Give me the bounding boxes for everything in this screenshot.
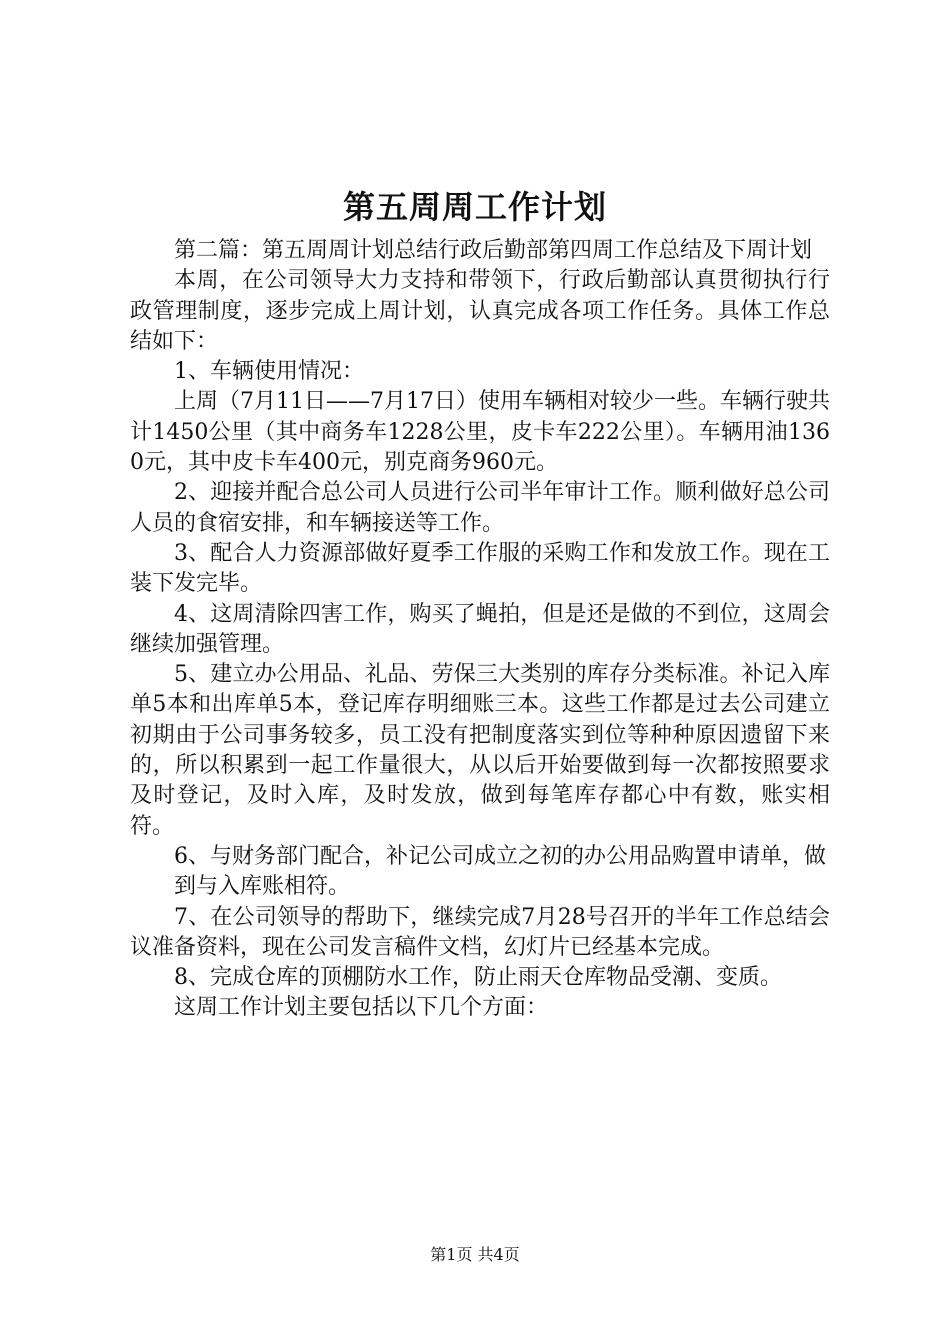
page-number-footer: 第1页 共4页 bbox=[430, 1245, 520, 1264]
paragraph: 6、与财务部门配合，补记公司成立之初的办公用品购置申请单，做 bbox=[174, 843, 826, 869]
document-title: 第五周周工作计划 bbox=[342, 188, 607, 226]
paragraph: 7、在公司领导的帮助下，继续完成7月28号召开的半年工作总结会议准备资料，现在公司发言稿件文档，幻灯片已经基本完成。 bbox=[130, 904, 830, 960]
document-body bbox=[130, 236, 830, 1024]
paragraph: 5、建立办公用品、礼品、劳保三大类别的库存分类标准。补记入库单5本和出库单5本，登记库存明细账三本。这些工作都是过去公司建立初期由于公司事务较多，员工没有把制度落实到位等种种原因遗留下来的，所以积累到一起工作量很大，从以后开始要做到每一次都按照要求及时登记，及时入库，及时发放，做到每笔库存都心中有数，账实相符。 bbox=[130, 662, 830, 839]
paragraph: 2、迎接并配合总公司人员进行公司半年审计工作。顺利做好总公司人员的食宿安排，和车辆接送等工作。 bbox=[130, 480, 830, 536]
paragraph: 3、配合人力资源部做好夏季工作服的采购工作和发放工作。现在工装下发完毕。 bbox=[130, 540, 830, 597]
paragraph: 这周工作计划主要包括以下几个方面： bbox=[174, 995, 549, 1021]
paragraph: 4、这周清除四害工作，购买了蝇拍，但是还是做的不到位，这周会继续加强管理。 bbox=[130, 601, 830, 657]
paragraph: 1、车辆使用情况： bbox=[174, 359, 364, 385]
paragraph: 第二篇：第五周周计划总结行政后勤部第四周工作总结及下周计划 bbox=[174, 238, 813, 263]
paragraph: 上周（7月11日——7月17日）使用车辆相对较少一些。车辆行驶共计1450公里（其中商务车1228公里，皮卡车222公里）。车辆用油1360元，其中皮卡车400元，别克商务960元。 bbox=[130, 389, 830, 476]
paragraph: 本周，在公司领导大力支持和带领下，行政后勤部认真贯彻执行行政管理制度，逐步完成上周计划，认真完成各项工作任务。具体工作总结如下： bbox=[130, 268, 830, 354]
paragraph: 到与入库账相符。 bbox=[174, 874, 351, 900]
paragraph: 8、完成仓库的顶棚防水工作，防止雨天仓库物品受潮、变质。 bbox=[174, 965, 782, 991]
